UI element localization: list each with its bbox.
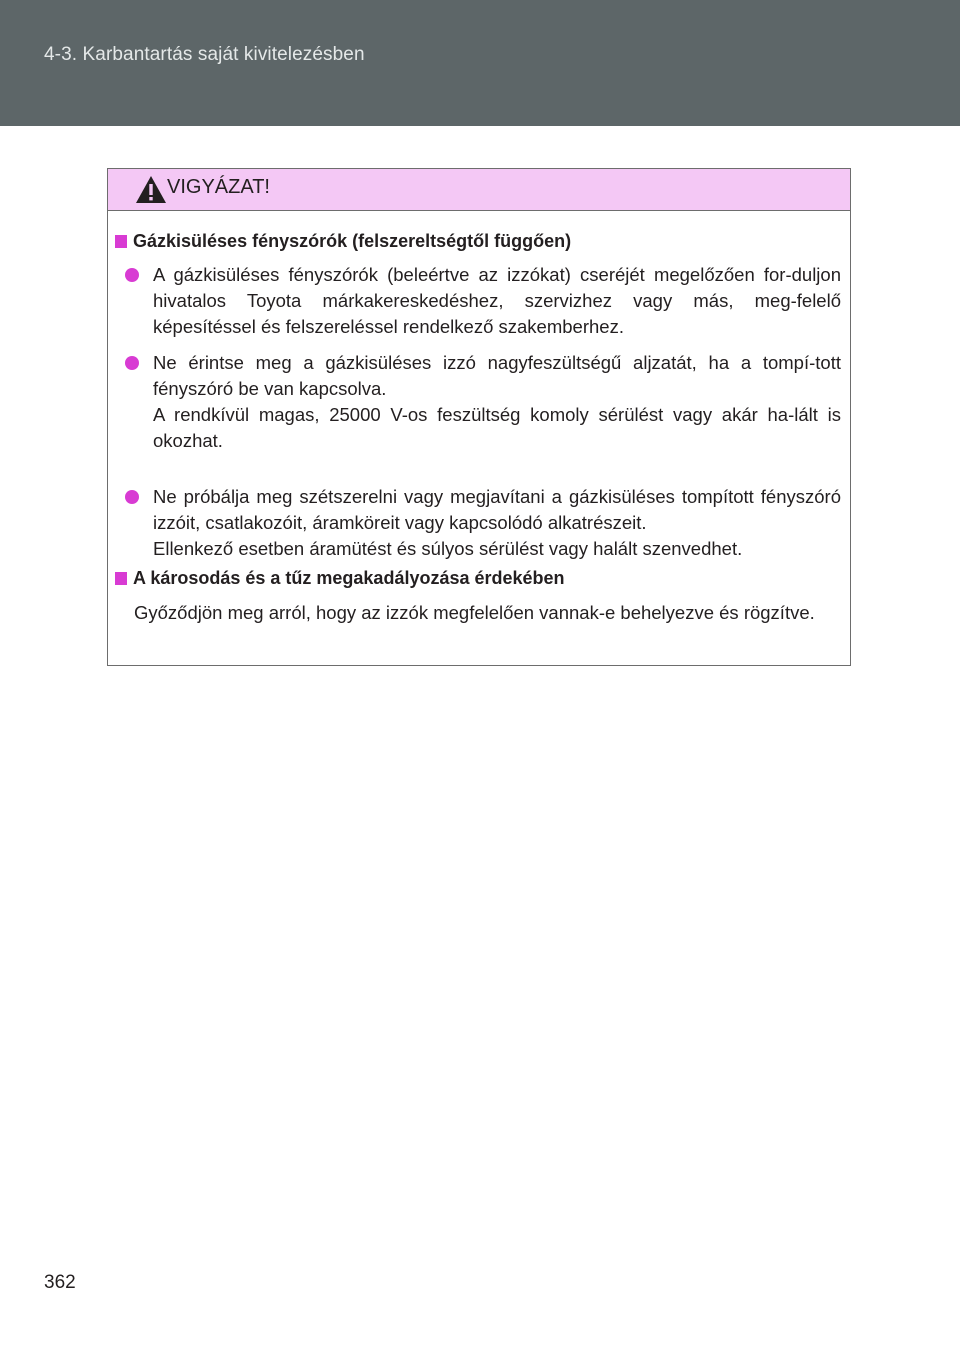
round-bullet-icon	[125, 490, 139, 504]
list-item	[153, 350, 841, 454]
bullet-text: Ne érintse meg a gázkisüléses izzó nagyfeszültségű aljzatát, ha a tompí-tott fényszóró be van kapcsolva.	[153, 352, 841, 399]
list-item	[153, 262, 841, 340]
square-bullet-icon	[115, 572, 127, 585]
page-header	[0, 0, 960, 126]
section-heading	[115, 566, 565, 590]
section-title: 4-3. Karbantartás saját kivitelezésben	[44, 44, 365, 65]
bullet-text: Ne próbálja meg szétszerelni vagy megjavítani a gázkisüléses tompított fényszóró izzóit, csatlakozóit, áramköreit vagy kapcsolódó alkatrészeit.	[153, 486, 841, 533]
page-number: 362	[44, 1272, 76, 1293]
bullet-continuation: Ellenkező esetben áramütést és súlyos sérülést vagy halált szenvedhet.	[153, 538, 743, 559]
round-bullet-icon	[125, 268, 139, 282]
bullet-text: A gázkisüléses fényszórók (beleértve az izzókat) cseréjét megelőzően for-duljon hivatalos Toyota márkakereskedéshez, szervizhez vagy más, meg-felelő képesítéssel és felszereléssel rendelkező szakemberhez.	[153, 264, 841, 337]
section-text	[134, 600, 841, 626]
caution-header	[108, 169, 850, 211]
list-item	[153, 484, 841, 562]
warning-triangle-icon	[134, 174, 168, 205]
round-bullet-icon	[125, 356, 139, 370]
section-heading	[115, 229, 571, 253]
section-heading-text: Gázkisüléses fényszórók (felszereltségtől függően)	[133, 231, 572, 251]
square-bullet-icon	[115, 235, 127, 248]
caution-box	[107, 168, 851, 666]
body-text: Győződjön meg arról, hogy az izzók megfelelően vannak-e behelyezve és rögzítve.	[134, 602, 815, 623]
caution-title: VIGYÁZAT!	[167, 176, 270, 198]
section-heading-text: A károsodás és a tűz megakadályozása érdekében	[133, 568, 565, 588]
bullet-continuation: A rendkívül magas, 25000 V-os feszültség komoly sérülést vagy akár ha-lált is okozhat.	[153, 404, 841, 451]
